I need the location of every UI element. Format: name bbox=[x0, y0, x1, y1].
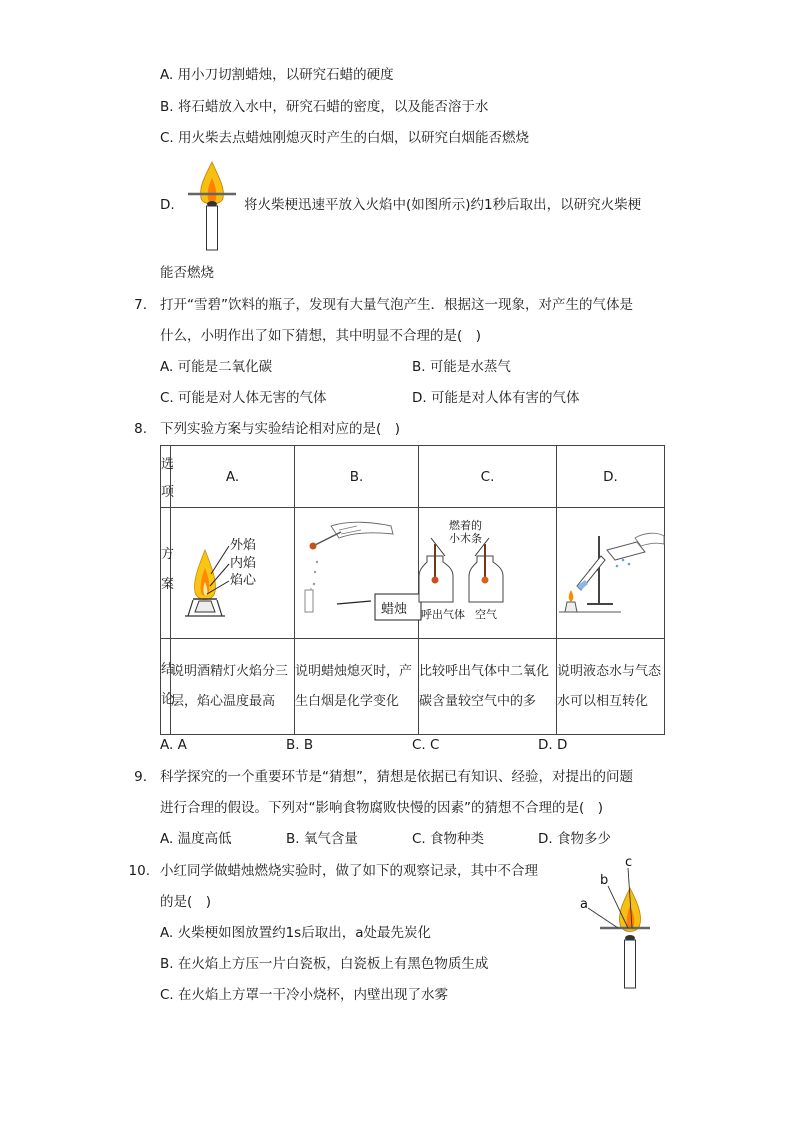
q6-option-d-text: 将火柴梗迅速平放入火焰中(如图所示)约1秒后取出，以研究火柴梗 bbox=[244, 197, 642, 213]
q7-stem-line2: 什么，小明作出了如下猜想，其中明显不合理的是( ) bbox=[160, 328, 482, 344]
scheme-label-1: 方 bbox=[161, 547, 175, 562]
q8-option-d: D. D bbox=[538, 737, 568, 753]
q9-stem-line2: 进行合理的假设。下列对“影响食物腐败快慢的因素”的猜想不合理的是( ) bbox=[160, 800, 604, 816]
q9-number: 9. bbox=[134, 769, 147, 785]
q9-option-d: D. 食物多少 bbox=[538, 831, 611, 847]
breath-vs-air-figure bbox=[419, 508, 556, 634]
q6-option-c: C. 用火柴去点蜡烛刚熄灭时产生的白烟，以研究白烟能否燃烧 bbox=[160, 130, 530, 146]
label-burning-stick-1: 燃着的 bbox=[449, 519, 482, 532]
q10-option-c: C. 在火焰上方罩一干冷小烧杯，内壁出现了水雾 bbox=[160, 987, 449, 1003]
conclusion-c: 比较呼出气体中二氧化碳含量较空气中的多 bbox=[419, 639, 557, 735]
table-header-row bbox=[161, 446, 665, 508]
corner-cell bbox=[161, 446, 175, 508]
label-flame-core: 焰心 bbox=[230, 573, 257, 588]
q10-option-b: B. 在火焰上方压一片白瓷板，白瓷板上有黑色物质生成 bbox=[160, 956, 489, 972]
scheme-label-cell bbox=[161, 508, 175, 639]
conclusion-label-1: 结 bbox=[161, 662, 175, 677]
q9-option-b: B. 氧气含量 bbox=[286, 831, 358, 847]
table-scheme-row bbox=[161, 508, 665, 639]
candle-matchstick-figure bbox=[188, 160, 236, 252]
label-inner-flame: 内焰 bbox=[230, 556, 257, 571]
conclusion-d: 说明液态水与气态水可以相互转化 bbox=[557, 639, 665, 735]
header-b: B. bbox=[295, 446, 419, 508]
q9-option-c: C. 食物种类 bbox=[412, 831, 485, 847]
conclusion-b: 说明蜡烛熄灭时，产生白烟是化学变化 bbox=[295, 639, 419, 735]
table-conclusion-row bbox=[161, 639, 665, 735]
q6-option-d-text-cont: 能否燃烧 bbox=[160, 265, 214, 281]
q8-stem: 下列实验方案与实验结论相对应的是( ) bbox=[160, 421, 401, 437]
label-a: a bbox=[580, 897, 588, 912]
q7-stem-line1: 打开“雪碧”饮料的瓶子，发现有大量气泡产生．根据这一现象，对产生的气体是 bbox=[160, 297, 633, 313]
q10-stem-line1: 小红同学做蜡烛燃烧实验时，做了如下的观察记录，其中不合理 bbox=[160, 863, 538, 879]
scheme-b-cell bbox=[295, 508, 419, 639]
label-burning-stick-2: 小木条 bbox=[449, 532, 482, 545]
scheme-d-cell bbox=[557, 508, 665, 639]
label-exhaled-gas: 呼出气体 bbox=[421, 608, 465, 621]
q7-number: 7. bbox=[134, 297, 147, 313]
corner-label-1: 选 bbox=[161, 457, 175, 472]
conclusion-label-cell bbox=[161, 639, 175, 735]
candle-matchstick-abc-figure bbox=[572, 850, 652, 990]
label-air: 空气 bbox=[475, 608, 497, 621]
header-d: D. bbox=[557, 446, 665, 508]
q7-option-a: A. 可能是二氧化碳 bbox=[160, 359, 273, 375]
q7-option-c: C. 可能是对人体无害的气体 bbox=[160, 390, 327, 406]
conclusion-a: 说明酒精灯火焰分三层，焰心温度最高 bbox=[171, 639, 295, 735]
q7-option-b: B. 可能是水蒸气 bbox=[412, 359, 511, 375]
label-candle: 蜡烛 bbox=[381, 602, 408, 617]
q8-option-b: B. B bbox=[286, 737, 314, 753]
label-b: b bbox=[600, 873, 609, 888]
header-a: A. bbox=[171, 446, 295, 508]
scheme-label-2: 案 bbox=[161, 577, 175, 592]
alcohol-lamp-figure bbox=[171, 508, 294, 634]
q9-option-a: A. 温度高低 bbox=[160, 831, 232, 847]
q10-option-a: A. 火柴梗如图放置约1s后取出，a处最先炭化 bbox=[160, 925, 431, 941]
q9-stem-line1: 科学探究的一个重要环节是“猜想”，猜想是依据已有知识、经验，对提出的问题 bbox=[160, 769, 633, 785]
q8-option-c: C. C bbox=[412, 737, 440, 753]
corner-label-2: 项 bbox=[161, 485, 175, 500]
label-c: c bbox=[625, 855, 633, 870]
scheme-a-cell bbox=[171, 508, 295, 639]
q6-option-d-label: D. bbox=[160, 197, 175, 213]
q6-option-a: A. 用小刀切割蜡烛，以研究石蜡的硬度 bbox=[160, 67, 394, 83]
conclusion-label-2: 论 bbox=[161, 692, 175, 707]
q8-option-a: A. A bbox=[160, 737, 187, 753]
q8-options-table bbox=[160, 445, 665, 735]
q10-number: 10. bbox=[128, 863, 150, 879]
q7-option-d: D. 可能是对人体有害的气体 bbox=[412, 390, 580, 406]
candle-white-smoke-figure bbox=[295, 508, 418, 634]
label-outer-flame: 外焰 bbox=[230, 538, 257, 553]
q8-number: 8. bbox=[134, 421, 147, 437]
header-c: C. bbox=[419, 446, 557, 508]
water-evaporation-figure bbox=[557, 508, 664, 634]
q6-option-b: B. 将石蜡放入水中，研究石蜡的密度，以及能否溶于水 bbox=[160, 99, 489, 115]
q10-stem-line2: 的是( ) bbox=[160, 894, 212, 910]
scheme-c-cell bbox=[419, 508, 557, 639]
